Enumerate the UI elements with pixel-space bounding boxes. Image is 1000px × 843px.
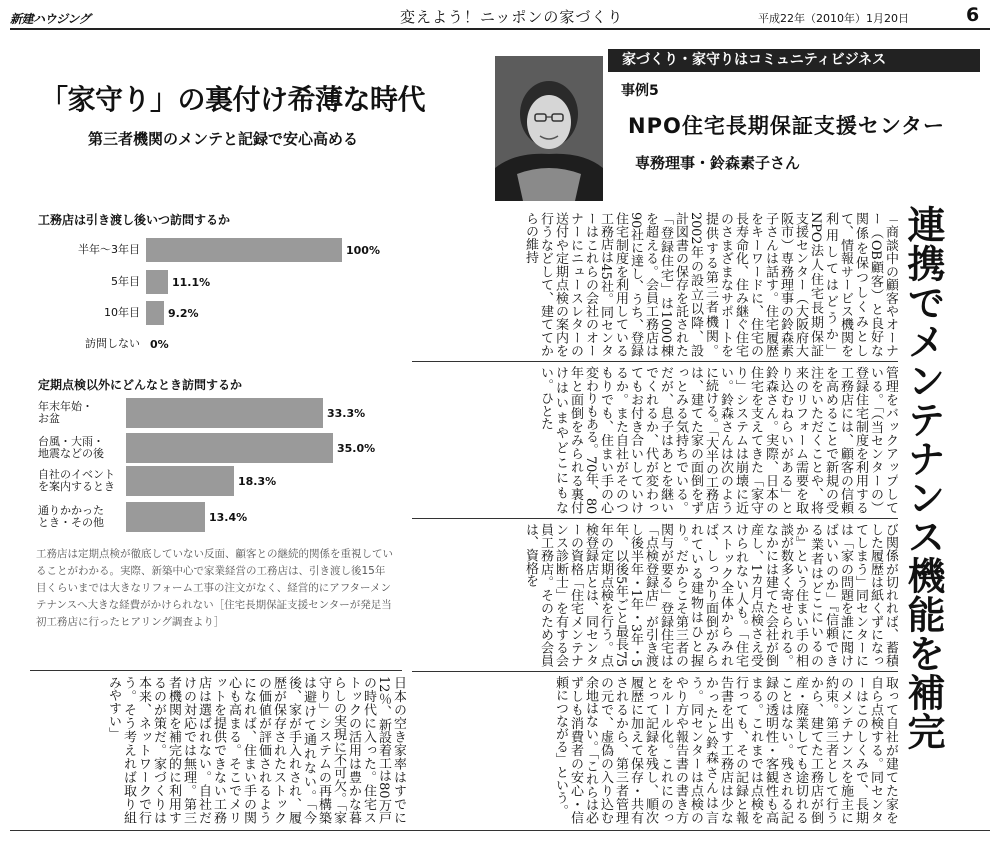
chart2-category-label: 通りかかった とき・その他 [38,504,104,529]
chart2-title: 定期点検以外にどんなとき訪問するか [38,378,243,392]
chart1-bar [146,270,168,294]
article-column-5: 日本の空き家率はすでに12％、新設着工は80万戸の時代に入った。住宅ストックの活用は豊かな暮らしの実現に不可欠。「家守り」システムの再構築は避けて通れない。「今後、家が手入れされ、履歴が保存されたストックの価値が評価されるようになれば、住まい手の関心も高まる。そこでメリットを提供できない工務店は選ばれない。自社だけの対応では無理。第三者機関を補完的に利用するのが策だ。家づくりは本来、ネットワークで行う。そう考えれば取り組みやすい」 [106,676,406,824]
person-name: 専務理事・鈴森素子さん [635,154,801,172]
chart2-value-label: 18.3% [238,475,277,488]
bottom-rule [10,830,990,831]
organization-name: NPO住宅長期保証支援センター [628,114,945,138]
vertical-headline: 連携でメンテナンス機能を補完 [901,205,946,751]
chart2-category-label: 台風・大雨・ 地震などの後 [38,435,104,460]
chart2-category-label: 自社のイベント を案内するとき [38,468,115,493]
chart2-category-label: 年末年始・ お盆 [38,400,93,425]
chart2-bar [126,433,333,463]
chart1-category-label: 10年目 [104,306,140,319]
portrait-photo [495,56,603,201]
newspaper-brand: 新建ハウジング [10,12,90,26]
column-divider [412,361,898,362]
chart1-value-label: 0% [150,338,169,351]
chart2-bar [126,502,205,532]
chart1-bar [146,301,164,325]
chart1-value-label: 100% [346,244,380,257]
sub-headline: 第三者機関のメンテと記録で安心高める [88,130,359,148]
chart1-bar [146,238,342,262]
chart2-bar [126,466,234,496]
case-label: 事例5 [621,83,659,99]
article-column-4: 取って自社が建てた家を自ら点検する。同センターはこのしくみで、長期のメンテナンスを施主に約束。第三者として行うから、建てた工務店が倒産・廃業しても途切れることはない。残される記録の透明性・客観性も高まる。これまでは点検を行っても、その記録と報告書を出す工務店は少なかったと鈴森さんは言う。同センターは点検のやり方や報告書の書き方をルール化。これにのっとって記録を残し、順次履歴に加えて保存・共有されるから、第三者管理の元で、虚偽の入り込む余地はない。「これらは必ずしも消費者の安心・信頼につながる」という。 [553,676,898,824]
column-divider [412,671,898,672]
page-title: 変えよう！ニッポンの家づくり [400,8,624,26]
section-divider [30,670,402,671]
issue-date: 平成22年（2010年）1月20日 [758,12,909,25]
chart1-title: 工務店は引き渡し後いつ訪問するか [38,213,231,227]
chart1-value-label: 11.1% [172,276,211,289]
article-column-1: 「商談中の顧客やオーナー（OB顧客）と良好な関係を保つしくみとして、情報サービス機関を利用してはどうか」NPO法人住宅長期保証支援センター（大阪府大阪市）専務理事の鈴森素子さんは話す。住宅履歴をキーワードに、住宅の長寿命化、住み継ぐ住宅のさまざまなサポートを提供する第三者機関。2002年の設立以降、設計図書の保存を託された「登録住宅」は1000棟を超える。会員工務店は90社に達し、うち、登録住宅制度を利用している工務店は45社。同センターはこれらの会社のオーナーにニュースレターの送付や定期点検の案内を行うなどして、建ててからの維持 [523,212,898,357]
masthead [10,4,990,30]
article-column-2: 管理をバックアップしている。「（当センターの）登録住宅制度を利用する工務店には、顧客の信頼を高めることで新規の受注をいただくことや、将来のリフォーム需要を取り込むねらいがある」と鈴森さん。実際、日本の住宅を支えてきた「家守り」システムは崩壊に近い。鈴森さんは次のように続ける。「大半の工務店は、建てた家の面倒をずっとみる気持ちでいる。だが、息子はあとを継いでくれるか、代が変わってもお付き合いしていけるか。また自社がそのつもりでも、住まい手の心変わりもある。70年、80年と面倒をみられる裏付けはいまやどこにもない。ひとた [538,366,898,514]
chart2-value-label: 13.4% [209,511,248,524]
chart1-value-label: 9.2% [168,307,199,320]
chart2-value-label: 33.3% [327,407,366,420]
column-divider [412,518,898,519]
portrait-illustration [495,56,603,201]
main-headline: 「家守り」の裏付け希薄な時代 [40,83,426,116]
chart1-category-label: 5年目 [111,275,140,288]
chart1-category-label: 訪問しない [85,337,140,350]
article-column-3: び関係が切れれば、蓄積した履歴は紙くずになってしまう」同センターには「家の問題を誰に聞けばいいのか」『信頼できる業者はどこにいるのか』という住まい手の相談が数多く寄せられる。なかには建てた会社が倒産し、1カ月点検さえ受けられない人も。「住宅ストック全体からみれば、しっかり面倒がみられている建物はひと握り。だからこそ第三者の関与が要る」登録住宅は「点検登録店」が引き渡し後半年・1年・3年・5年、以後5年ごと最長75年の定期点検を行う。点検登録店とは、同センターの資格「住宅メンテナンス診断士」を有する会員工務店。そのため会員は、資格を [523,523,898,667]
series-banner: 家づくり・家守りはコミュニティビジネス [608,49,980,72]
chart-caption: 工務店は定期点検が徹底していない反面、顧客との継続的関係を重視していることがわかる。実際、新築中心で家業経営の工務店は、引き渡し後15年目くらいまでは大きなリフォーム工事の注文がなく、経営的にアフターメンテナンスへ大きな経費がかけられない［住宅長期保証支援センターが発足当初工務店に行ったヒアリング調査より］ [36,548,393,628]
chart1-category-label: 半年〜3年目 [78,243,140,256]
page-number: 6 [966,4,980,26]
chart2-value-label: 35.0% [337,442,376,455]
chart2-bar [126,398,323,428]
